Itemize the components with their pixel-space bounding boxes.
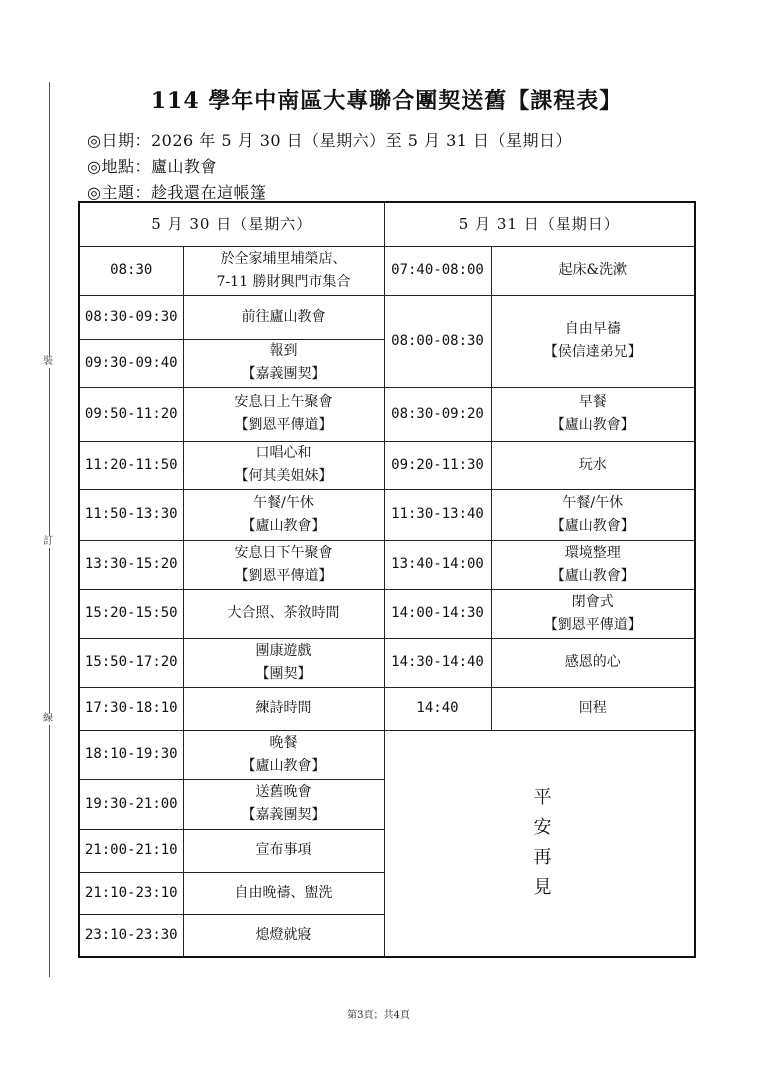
day2-time: 09:20-11:30	[384, 441, 491, 489]
day1-activity: 熄燈就寢	[183, 914, 384, 957]
binding-mark-xian: 線	[43, 713, 53, 724]
schedule-table	[78, 201, 696, 958]
day1-activity: 晚餐 【廬山教會】	[183, 730, 384, 779]
info-theme: ◎主題：趁我還在這帳篷	[87, 183, 267, 202]
day2-activity: 環境整理 【廬山教會】	[491, 540, 695, 589]
day1-time: 11:50-13:30	[79, 489, 183, 540]
binding-line	[49, 82, 50, 977]
day2-header: 5 月 31 日（星期日）	[384, 202, 695, 246]
day1-activity: 大合照、茶敘時間	[183, 589, 384, 638]
day1-time: 21:10-23:10	[79, 872, 183, 914]
day1-time: 08:30-09:30	[79, 295, 183, 339]
binding-mark-zhuang: 裝	[43, 356, 53, 367]
day2-time: 08:00-08:30	[384, 295, 491, 387]
day2-time: 13:40-14:00	[384, 540, 491, 589]
info-date: ◎日期：2026 年 5 月 30 日（星期六）至 5 月 31 日（星期日）	[87, 131, 573, 150]
day2-time: 11:30-13:40	[384, 489, 491, 540]
day2-activity: 玩水	[491, 441, 695, 489]
day1-activity: 團康遊戲 【團契】	[183, 638, 384, 687]
day1-activity: 安息日下午聚會 【劉恩平傳道】	[183, 540, 384, 589]
day1-time: 19:30-21:00	[79, 779, 183, 829]
day2-time: 14:40	[384, 687, 491, 730]
day2-activity: 感恩的心	[491, 638, 695, 687]
day1-activity: 口唱心和 【何其美姐妹】	[183, 441, 384, 489]
day1-activity: 報到 【嘉義團契】	[183, 339, 384, 387]
day1-activity: 送舊晚會 【嘉義團契】	[183, 779, 384, 829]
info-place: ◎地點：廬山教會	[87, 157, 217, 176]
day2-activity: 自由早禱 【侯信達弟兄】	[491, 295, 695, 387]
day1-activity: 練詩時間	[183, 687, 384, 730]
day1-time: 13:30-15:20	[79, 540, 183, 589]
farewell-char: 平	[533, 787, 552, 809]
day1-time: 15:50-17:20	[79, 638, 183, 687]
day1-time: 11:20-11:50	[79, 441, 183, 489]
day1-time: 09:50-11:20	[79, 387, 183, 441]
page-footer: 第3頁；共4頁	[347, 1010, 410, 1021]
day2-activity: 閉會式 【劉恩平傳道】	[491, 589, 695, 638]
farewell-char: 安	[533, 817, 552, 839]
day1-activity: 宣布事項	[183, 829, 384, 872]
day1-header: 5 月 30 日（星期六）	[79, 202, 384, 246]
day2-time: 08:30-09:20	[384, 387, 491, 441]
day1-activity: 安息日上午聚會 【劉恩平傳道】	[183, 387, 384, 441]
page-title: 114 學年中南區大專聯合團契送舊【課程表】	[150, 88, 623, 114]
day1-time: 21:00-21:10	[79, 829, 183, 872]
day2-time: 14:30-14:40	[384, 638, 491, 687]
day2-activity: 午餐/午休 【廬山教會】	[491, 489, 695, 540]
day1-time: 08:30	[79, 246, 183, 295]
farewell-char: 再	[533, 847, 552, 869]
day1-activity: 於全家埔里埔榮店、 7-11 勝財興門市集合	[183, 246, 384, 295]
day2-activity: 起床&洗漱	[491, 246, 695, 295]
day1-activity: 前往廬山教會	[183, 295, 384, 339]
day1-time: 17:30-18:10	[79, 687, 183, 730]
day1-time: 15:20-15:50	[79, 589, 183, 638]
day1-activity: 自由晚禱、盥洗	[183, 872, 384, 914]
day1-time: 18:10-19:30	[79, 730, 183, 779]
farewell-cell	[384, 730, 695, 957]
day2-time: 07:40-08:00	[384, 246, 491, 295]
binding-mark-ding: 訂	[43, 536, 53, 547]
farewell-char: 見	[533, 877, 552, 899]
day2-activity: 早餐 【廬山教會】	[491, 387, 695, 441]
day2-time: 14:00-14:30	[384, 589, 491, 638]
day2-activity: 回程	[491, 687, 695, 730]
day1-time: 23:10-23:30	[79, 914, 183, 957]
day1-activity: 午餐/午休 【廬山教會】	[183, 489, 384, 540]
day1-time: 09:30-09:40	[79, 339, 183, 387]
